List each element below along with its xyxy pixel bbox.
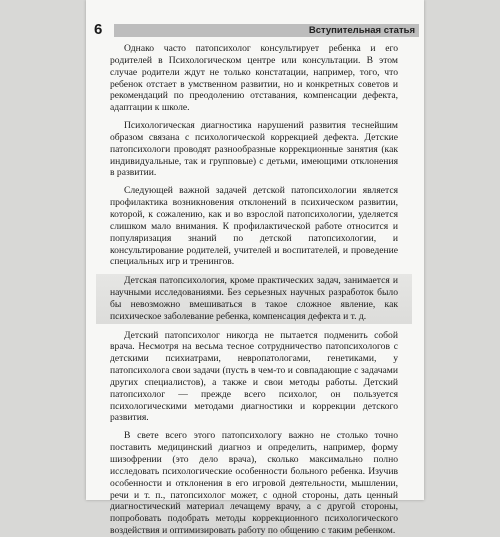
- page-header: [94, 22, 419, 40]
- page-number: 6: [94, 21, 103, 38]
- header-bar: [114, 24, 419, 37]
- paragraph: Однако часто патопсихолог консультирует ребенка и его родителей в Психологическом центре или консультации. В этом случае родители ждут не только констатации, например, того, что ребенок отстает в умственном развитии, но и конкретных советов и рекомендаций по преодолению отставания, компенсации дефекта, адаптации к школе.: [110, 43, 398, 114]
- paragraph: Детская патопсихология, кроме практических задач, занимается и научными исследованиями. Без серьезных научных разработок было бы невозможно вмешиваться в такое сложное явление, как психическое заболевание ребенка, компенсация дефекта и т. д.: [96, 274, 412, 323]
- section-title: Вступительная статья: [308, 25, 415, 36]
- paragraph: Следующей важной задачей детской патопсихологии является профилактика возникновения отклонений в психическом развитии, которой, к сожалению, как и во взрослой патопсихологии, уделяется слишком мало внимания. К профилактической работе относится и популяризация знаний по детской патопсихологии, и консультирование родителей, учителей и воспитателей, и проведение специальных игр и тренингов.: [110, 185, 398, 268]
- page-body: [110, 43, 398, 537]
- book-page: [86, 0, 424, 537]
- paragraph: В свете всего этого патопсихологу важно не столько точно поставить медицинский диагноз и определить, например, форму шизофрении (это дело врача), сколько максимально полно исследовать психологические особенности больного ребенка. Изучив особенности и отклонения в его игровой деятельности, мышлении, речи и т. п., патопсихолог может, с одной стороны, дать ценный диагностический материал лечащему врачу, а с другой стороны, попробовать подобрать методы коррекционного психологического воздействия и оптимизировать работу по общению с таким ребенком.: [110, 430, 398, 537]
- paragraph: Психологическая диагностика нарушений развития теснейшим образом связана с психологической коррекцией дефекта. Детские патопсихологи проводят разнообразные коррекционные занятия (как индивидуальные, так и групповые) с детьми, имеющими отклонения в развитии.: [110, 120, 398, 179]
- paragraph: Детский патопсихолог никогда не пытается подменить собой врача. Несмотря на весьма тесное сотрудничество патопсихологов с детскими психиатрами, невропатологами, генетиками, у патопсихолога свои задачи (пусть в чем-то и совпадающие с задачами других специалистов), а также и свои методы работы. Детский патопсихолог — прежде всего психолог, он пользуется психологическими методами диагностики и коррекции детского развития.: [110, 329, 398, 424]
